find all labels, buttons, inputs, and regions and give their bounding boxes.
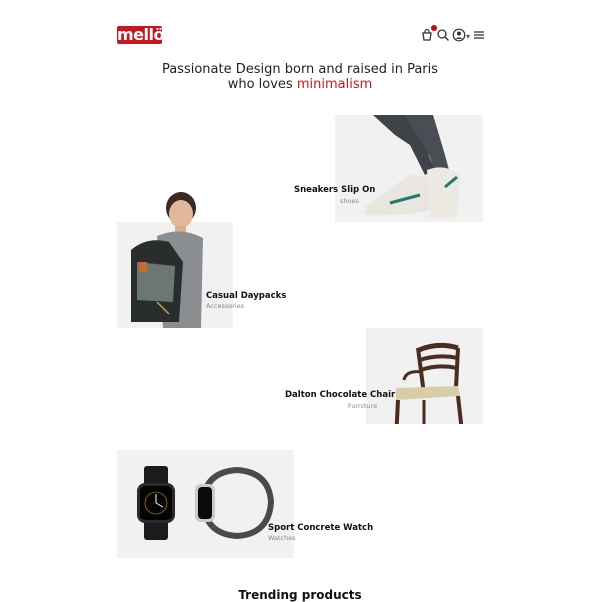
sneakers-image [335,115,483,222]
menu-button[interactable] [472,28,486,42]
product-category[interactable]: Accessories [206,302,245,310]
hero-tagline [0,62,600,92]
tagline-line1: Passionate Design born and raised in Paris [161,62,439,77]
logo[interactable]: mellö [117,25,164,44]
product-category[interactable]: shoes [340,197,359,205]
search-button[interactable] [436,28,450,42]
product-category[interactable]: Furniture [348,402,378,410]
product-title[interactable]: Casual Daypacks [206,291,287,301]
product-title[interactable]: Sneakers Slip On [294,185,376,195]
product-image-chair[interactable] [366,328,483,424]
product-title[interactable]: Sport Concrete Watch [268,523,374,533]
product-title[interactable]: Dalton Chocolate Chair [285,390,396,400]
chevron-down-icon: ▾ [466,32,471,41]
chair-image [366,328,483,424]
section-title-trending: Trending products [238,588,362,602]
user-icon [452,28,466,42]
product-image-sneakers[interactable] [335,115,483,222]
cart-button[interactable] [420,28,434,42]
product-image-daypack[interactable] [117,222,233,328]
tagline-accent: minimalism [296,77,373,92]
account-button[interactable] [452,28,472,42]
tagline-line2: who loves minimalism [227,77,373,92]
product-category[interactable]: Watches [268,534,296,542]
search-icon [436,28,450,42]
menu-icon [472,28,486,42]
